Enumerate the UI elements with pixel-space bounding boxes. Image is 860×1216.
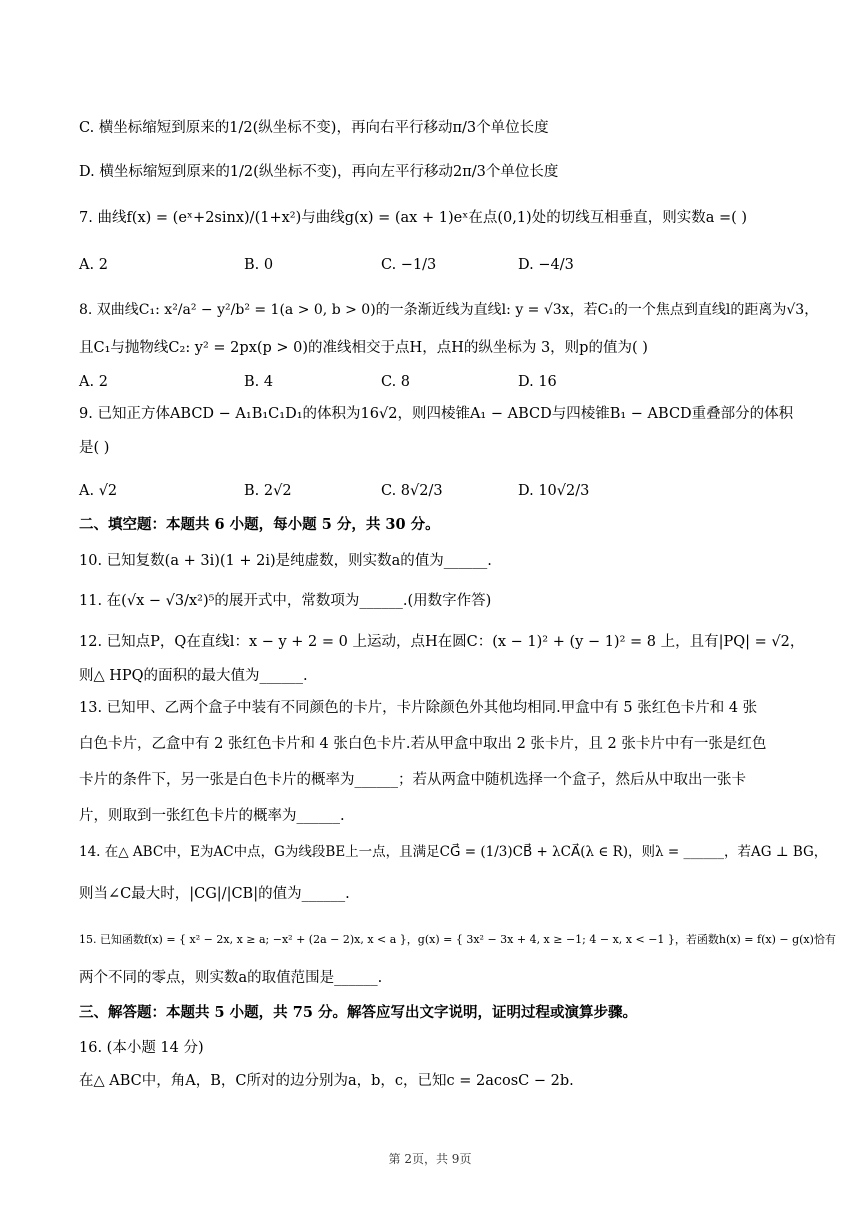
text-line: 7. 曲线f(x) = (eˣ+2sinx)/(1+x²)与曲线g(x) = (ax + 1)eˣ在点(0,1)处的切线互相垂直，则实数a =( ) [79, 210, 748, 226]
text-line: 10. 已知复数(a + 3i)(1 + 2i)是纯虚数，则实数a的值为______. [79, 553, 492, 569]
text-line: 11. 在(√x − √3/x²)⁵的展开式中，常数项为______.(用数字作答) [79, 593, 492, 609]
text-line: 16. (本小题 14 分) [79, 1040, 204, 1056]
text-line: 9. 已知正方体ABCD − A₁B₁C₁D₁的体积为16√2，则四棱锥A₁ − ABCD与四棱锥B₁ − ABCD重叠部分的体积 [79, 406, 794, 422]
page-footer: 第 2页，共 9页 [388, 1152, 472, 1166]
answer-option: D. 10√2/3 [518, 483, 590, 499]
answer-option: C. 8 [381, 374, 411, 390]
text-line: 是( ) [79, 440, 110, 456]
answer-option: B. 4 [244, 374, 274, 390]
text-line: C. 横坐标缩短到原来的1/2(纵坐标不变)，再向右平行移动π/3个单位长度 [79, 120, 549, 136]
text-line: 13. 已知甲、乙两个盒子中装有不同颜色的卡片，卡片除颜色外其他均相同.甲盒中有 5 张红色卡片和 4 张 [79, 700, 758, 716]
answer-option: B. 0 [244, 257, 274, 273]
text-line: 则△ HPQ的面积的最大值为______. [79, 668, 308, 684]
answer-option: A. √2 [79, 483, 118, 499]
text-line: 且C₁与抛物线C₂: y² = 2px(p > 0)的准线相交于点H，点H的纵坐标为 3，则p的值为( ) [79, 340, 648, 356]
answer-option: C. −1/3 [381, 257, 437, 273]
answer-option: C. 8√2/3 [381, 483, 443, 499]
text-line: 14. 在△ ABC中，E为AC中点，G为线段BE上一点，且满足CG⃗ = (1/3)CB⃗ + λCA⃗(λ ∈ R)，则λ = ______，若AG ⊥ BG， [79, 844, 828, 860]
text-line: 片，则取到一张红色卡片的概率为______. [79, 808, 345, 824]
text-line: 两个不同的零点，则实数a的取值范围是______. [79, 970, 383, 986]
answer-option: B. 2√2 [244, 483, 292, 499]
section-heading: 二、填空题：本题共 6 小题，每小题 5 分，共 30 分。 [79, 516, 440, 533]
text-line: 在△ ABC中，角A，B，C所对的边分别为a，b，c，已知c = 2acosC − 2b. [79, 1073, 574, 1089]
answer-option: D. 16 [518, 374, 557, 390]
text-line: 卡片的条件下，另一张是白色卡片的概率为______；若从两盒中随机选择一个盒子，然后从中取出一张卡 [79, 772, 746, 788]
section-heading: 三、解答题：本题共 5 小题，共 75 分。解答应写出文字说明，证明过程或演算步骤。 [79, 1004, 637, 1021]
answer-option: A. 2 [79, 257, 108, 273]
text-line: 15. 已知函数f(x) = { x² − 2x, x ≥ a; −x² + (2a − 2)x, x < a }，g(x) = { 3x² − 3x + 4, x ≥ −1; 4 − x, x < −1 }，若函数h(x) = f(x) − g(x)恰有 [79, 933, 836, 946]
text-line: D. 横坐标缩短到原来的1/2(纵坐标不变)，再向左平行移动2π/3个单位长度 [79, 164, 559, 180]
text-line: 则当∠C最大时，|CG|/|CB|的值为______. [79, 886, 350, 902]
answer-option: A. 2 [79, 374, 108, 390]
answer-option: D. −4/3 [518, 257, 574, 273]
text-line: 8. 双曲线C₁: x²/a² − y²/b² = 1(a > 0, b > 0)的一条渐近线为直线l: y = √3x，若C₁的一个焦点到直线l的距离为√3， [79, 302, 819, 318]
text-line: 白色卡片，乙盒中有 2 张红色卡片和 4 张白色卡片.若从甲盒中取出 2 张卡片，且 2 张卡片中有一张是红色 [79, 736, 767, 752]
text-line: 12. 已知点P，Q在直线l：x − y + 2 = 0 上运动，点H在圆C：(x − 1)² + (y − 1)² = 8 上，且有|PQ| = √2， [79, 634, 805, 650]
